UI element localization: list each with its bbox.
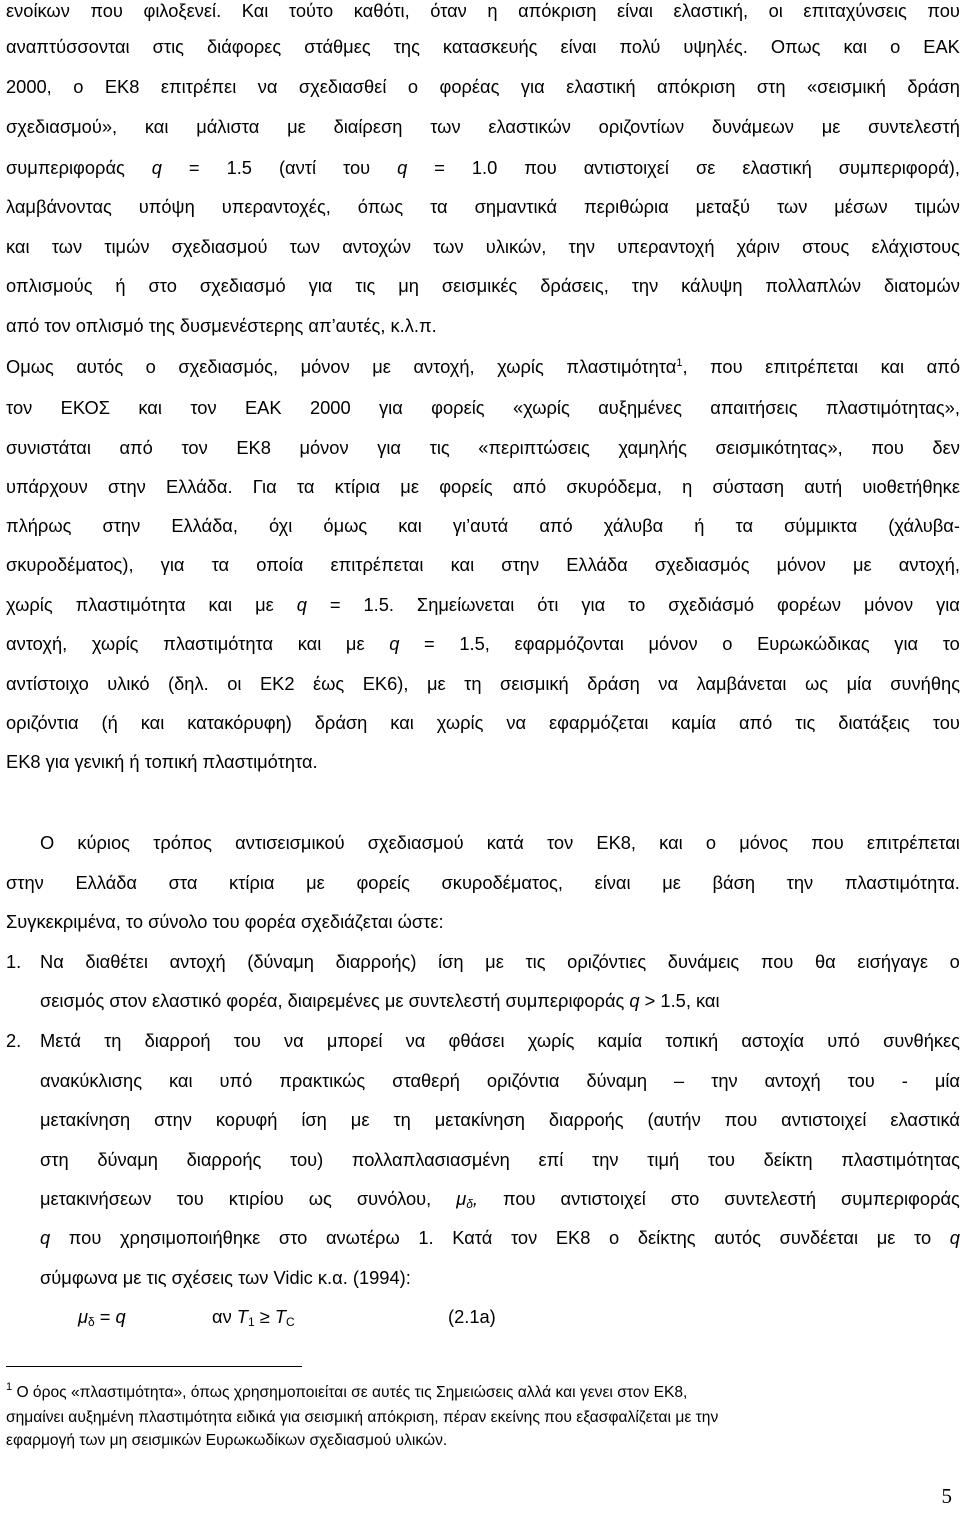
list-item-number: 1. (6, 951, 22, 972)
body-text-line: ΕΚ8 για γενική ή τοπική πλαστιμότητα. (6, 751, 318, 772)
page-number: 5 (941, 1484, 952, 1508)
body-text-line: ενοίκων που φιλοξενεί. Και τούτο καθότι, όταν η απόκριση είναι ελαστική, οι επιταχύνσεις που (6, 0, 960, 21)
body-text-line: υπάρχουν στην Ελλάδα. Για τα κτίρια με φορείς από σκυρόδεμα, η σύσταση αυτή υιοθετήθηκε (6, 476, 960, 497)
list-item-line: Να διαθέτει αντοχή (δύναμη διαρροής) ίση με τις οριζόντιες δυνάμεις που θα εισήγαγε ο (40, 951, 960, 972)
body-text-line: και των τιμών σχεδιασμού των αντοχών των υλικών, την υπεραντοχή χάριν στους ελάχιστους (6, 236, 960, 257)
math-symbol: q (40, 1227, 51, 1248)
equals-sign: = (94, 1306, 116, 1327)
body-text-line: οριζόντια (ή και κατακόρυφη) δράση και χωρίς να εφαρμόζεται καμία από τις διατάξεις του (6, 712, 960, 733)
equation-rhs: q (115, 1306, 126, 1327)
list-item-line: σύμφωνα με τις σχέσεις των Vidic κ.α. (1994): (40, 1267, 411, 1288)
body-text-line: Ομως αυτός ο σχεδιασμός, μόνον με αντοχή, χωρίς πλαστιμότητα$^1$, που επιτρέπεται και από (6, 356, 960, 377)
list-item-line: μετακίνηση στην κορυφή ίση με τη μετακίνηση διαρροής (αυτήν που αντιστοιχεί ελαστικά (40, 1109, 960, 1130)
footnote-line (6, 1408, 960, 1427)
equation-2-1a (78, 1306, 960, 1328)
body-text-line: από τον οπλισμό της δυσμενέστερης απ’αυτές, κ.λ.π. (6, 315, 437, 336)
math-symbol: q (397, 157, 408, 178)
math-symbol: q (389, 633, 400, 654)
footnote-line (6, 1383, 960, 1402)
footnote-text: σημαίνει αυξημένη πλαστιμότητα ειδικά για σεισμική απόκριση, πέραν εκείνης που εξασφαλίζεται με την (6, 1409, 719, 1426)
footnote-marker: 1 (6, 1381, 13, 1393)
footnote-line (6, 1431, 960, 1450)
math-symbol: q (629, 990, 640, 1011)
equation-lhs: $\mu_\delta$ (78, 1306, 95, 1329)
list-item-line: μετακινήσεων του κτιρίου ως συνόλου, $\mu_\delta$, που αντιστοιχεί στο συντελεστή συμπεριφοράς (40, 1188, 960, 1211)
footnote-text: Ο όρος «πλαστιμότητα», όπως χρησημοποιείται σε αυτές τις Σημειώσεις αλλά και γενει στον ΕΚ8, (12, 1384, 688, 1401)
list-item-line (40, 990, 960, 1012)
body-text-line: 2000, ο ΕΚ8 επιτρέπει να σχεδιασθεί ο φορέας για ελαστική απόκριση στη «σεισμική δράση (6, 76, 960, 97)
math-symbol: q (949, 1227, 960, 1248)
list-item-line: Μετά τη διαρροή του να μπορεί να φθάσει χωρίς καμία τοπική αστοχία υπό συνθήκες (40, 1030, 960, 1051)
body-text-line: σχεδιασμού», και μάλιστα με διαίρεση των ελαστικών οριζοντίων δυνάμεων με συντελεστή (6, 116, 960, 137)
body-text-line: Συγκεκριμένα, το σύνολο του φορέα σχεδιάζεται ώστε: (6, 911, 444, 932)
list-item-line: ανακύκλισης και υπό πρακτικώς σταθερή οριζόντια δύναμη – την αντοχή του - μία (40, 1070, 960, 1091)
body-text-line: τον ΕΚΟΣ και τον ΕΑΚ 2000 για φορείς «χωρίς αυξημένες απαιτήσεις πλαστιμότητας», (6, 397, 960, 418)
equation-number: (2.1a) (448, 1306, 496, 1327)
footnote-reference[interactable]: 1 (676, 357, 683, 369)
body-text-line: πλήρως στην Ελλάδα, όχι όμως και γι’αυτά από χάλυβα ή τα σύμμικτα (χάλυβα- (6, 515, 960, 536)
math-symbol: q (296, 594, 307, 615)
text-run: > 1.5, και (639, 990, 720, 1011)
body-text-line: σκυροδέματος), για τα οποία επιτρέπεται και στην Ελλάδα σχεδιασμός μόνον με αντοχή, (6, 554, 960, 575)
footnote-text: εφαρμογή των μη σεισμικών Ευρωκωδίκων σχεδιασμού υλικών. (6, 1432, 448, 1449)
body-text-line: λαμβάνοντας υπόψη υπεραντοχές, όπως τα σημαντικά περιθώρια μεταξύ των μέσων τιμών (6, 196, 960, 217)
body-text-line: χωρίς πλαστιμότητα και με q = 1.5. Σημείωνεται ότι για το σχεδιάσμό φορέων μόνον για (6, 594, 960, 615)
body-text-line: αναπτύσσονται στις διάφορες στάθμες της κατασκευής είναι πολύ υψηλές. Οπως και ο ΕΑΚ (6, 36, 960, 57)
body-text-line: στην Ελλάδα στα κτίρια με φορείς σκυροδέματος, είναι με βάση την πλαστιμότητα. (6, 872, 960, 893)
math-symbol: q (151, 157, 162, 178)
list-item-line: στη δύναμη διαρροής του) πολλαπλασιασμένη επί την τιμή του δείκτη πλαστιμότητας (40, 1149, 960, 1170)
list-item-line: q που χρησιμοποιήθηκε στο ανωτέρω 1. Κατά τον ΕΚ8 ο δείκτης αυτός συνδέεται με το q (40, 1227, 960, 1248)
body-text-line: οπλισμούς ή στο σχεδιασμό για τις μη σεισμικές δράσεις, την κάλυψη πολλαπλών διατομών (6, 275, 960, 296)
body-text-line: αντίστοιχο υλικό (δηλ. οι ΕΚ2 έως ΕΚ6), με τη σεισμική δράση να λαμβάνεται ως μία συνήθης (6, 673, 960, 694)
text-run: σεισμός στον ελαστικό φορέα, διαιρεμένες με συντελεστή συμπεριφοράς (40, 990, 630, 1011)
list-item-number: 2. (6, 1030, 22, 1051)
equation-condition: αν $T_1 \ge T_C$ (212, 1306, 295, 1329)
body-text-line: αντοχή, χωρίς πλαστιμότητα και με q = 1.5, εφαρμόζονται μόνον ο Ευρωκώδικας για το (6, 633, 960, 654)
body-text-line: συνιστάται από τον ΕΚ8 μόνον για τις «περιπτώσεις χαμηλής σεισμικότητας», που δεν (6, 437, 960, 458)
footnote-separator (6, 1366, 302, 1367)
body-text-line: Ο κύριος τρόπος αντισεισμικού σχεδιασμού κατά τον ΕΚ8, και ο μόνος που επιτρέπεται (40, 832, 960, 853)
ductility-symbol: $\mu_\delta$, (456, 1188, 479, 1211)
body-text-line: συμπεριφοράς q = 1.5 (αντί του q = 1.0 που αντιστοιχεί σε ελαστική συμπεριφορά), (6, 157, 960, 178)
